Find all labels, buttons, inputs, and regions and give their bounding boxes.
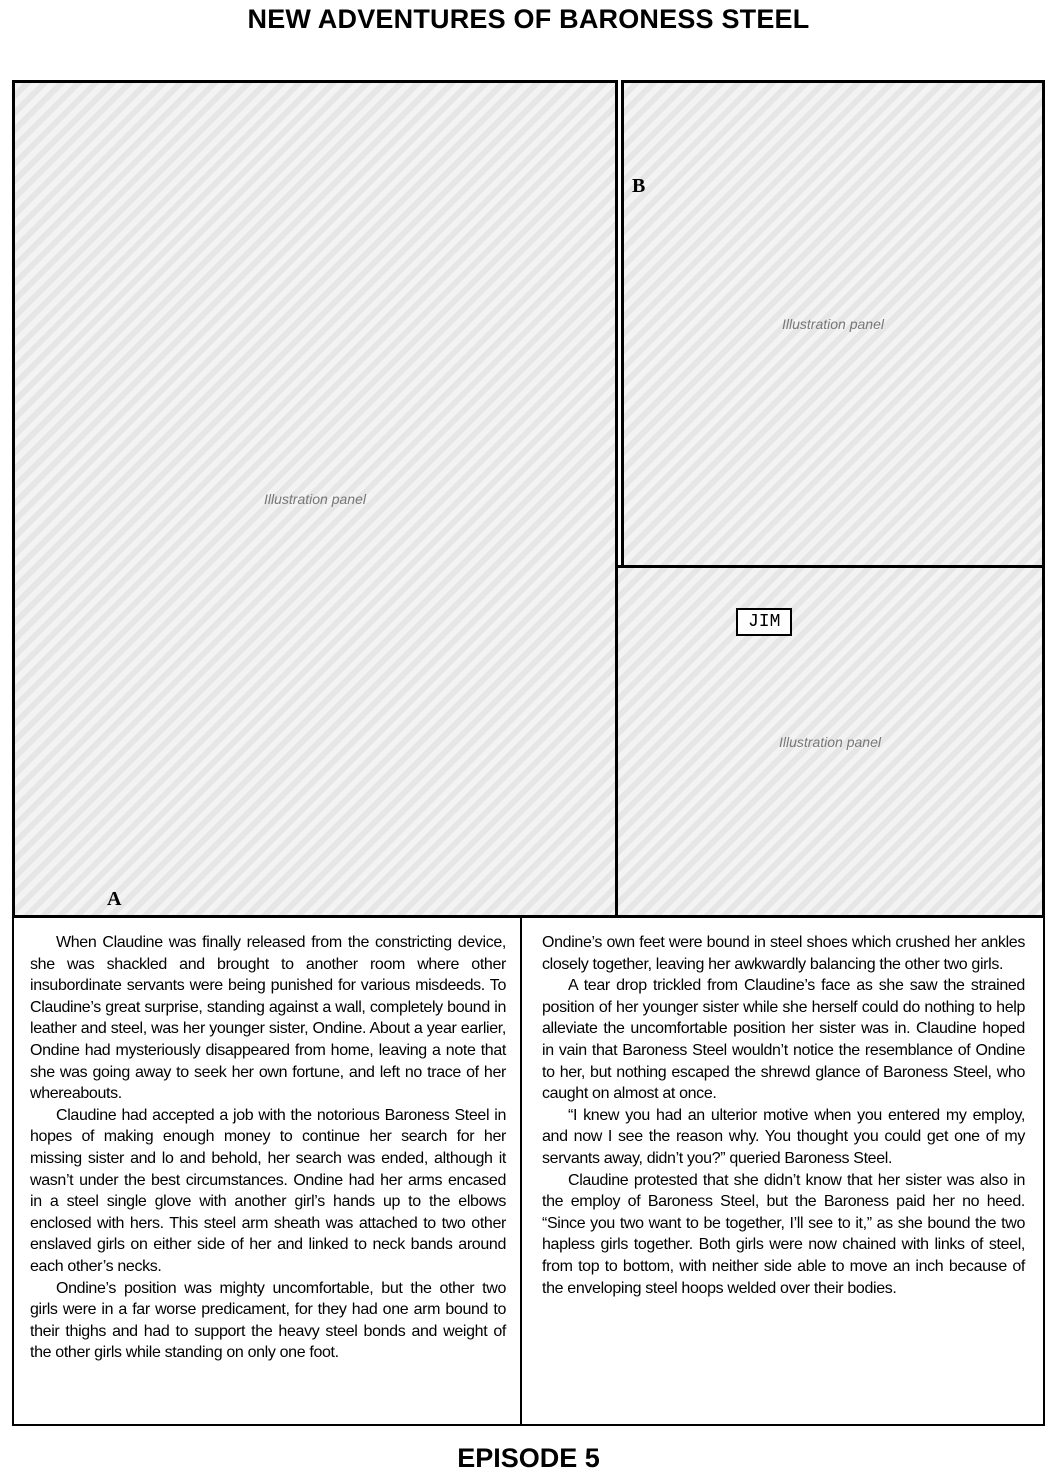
episode-label: EPISODE 5 [457, 1443, 600, 1473]
story-paragraph: Ondine’s own feet were bound in steel shoes which crushed her ankles closely together, leaving her awkwardly balancing the other two girls. [542, 934, 1025, 973]
panel-b [621, 80, 1045, 568]
story-paragraph: A tear drop trickled from Claudine’s face as she saw the strained position of her younger sister while she herself could do nothing to help alleviate the uncomfortable position her sister was in. Claudine hoped in vain that Baroness Steel wouldn’t notice the resemblance of Ondine to her, but nothing escaped the shrewd glance of Baroness Steel, who caught on almost at once. [542, 977, 1025, 1103]
panel-b-label: B [632, 175, 646, 197]
story-paragraph: Claudine protested that she didn’t know that her sister was also in the employ of Baroness Steel, but the Baroness paid her no heed. “Since you two want to be together, I’ll see to it,” as she bound the two hapless girls together. Both girls were now chained with links of steel, from top to bottom, with neither side able to move an inch because of the enveloping steel hoops welded over their bodies. [542, 1171, 1025, 1297]
panel-a-label: A [107, 888, 122, 910]
panel-b-placeholder: Illustration panel [782, 316, 884, 332]
story-column-left [12, 916, 522, 1426]
panel-a [12, 80, 618, 918]
panel-c-placeholder: Illustration panel [779, 733, 881, 750]
story-paragraph: Claudine had accepted a job with the notorious Baroness Steel in hopes of making enough money to continue her search for her missing sister and lo and behold, her search was ended, although it wasn’t under the best circumstances. Ondine had her arms encased in a steel single glove with another girl’s hands up to the elbows enclosed with hers. This steel arm sheath was attached to two other enslaved girls on either side of her and linked to neck bands around each other’s necks. [30, 1106, 506, 1275]
story-paragraph: “I knew you had an ulterior motive when you entered my employ, and now I see the reason why. You thought you could get one of my servants away, didn’t you?” queried Baroness Steel. [542, 1106, 1025, 1167]
page-title: NEW ADVENTURES OF BARONESS STEEL [247, 4, 810, 34]
story-paragraph: Ondine’s position was mighty uncomfortable, but the other two girls were in a far worse predicament, for they had one arm bound to their thighs and had to support the heavy steel bonds and weight of the other girls while standing on only one foot. [30, 1279, 506, 1362]
story-column-right [520, 916, 1045, 1426]
panel-c [615, 565, 1045, 918]
story-paragraph: When Claudine was finally released from the constricting device, she was shackled and brought to another room where other insubordinate servants were being punished for various misdeeds. To Claudine’s great surprise, standing against a wall, completely bound in leather and steel, was her younger sister, Ondine. About a year earlier, Ondine had mysteriously disappeared from home, leaving a note that she was going away to seek her own fortune, and left no trace of her whereabouts. [30, 934, 506, 1103]
panel-c-sign: JIM [736, 608, 792, 636]
panel-a-placeholder: Illustration panel [264, 491, 366, 507]
